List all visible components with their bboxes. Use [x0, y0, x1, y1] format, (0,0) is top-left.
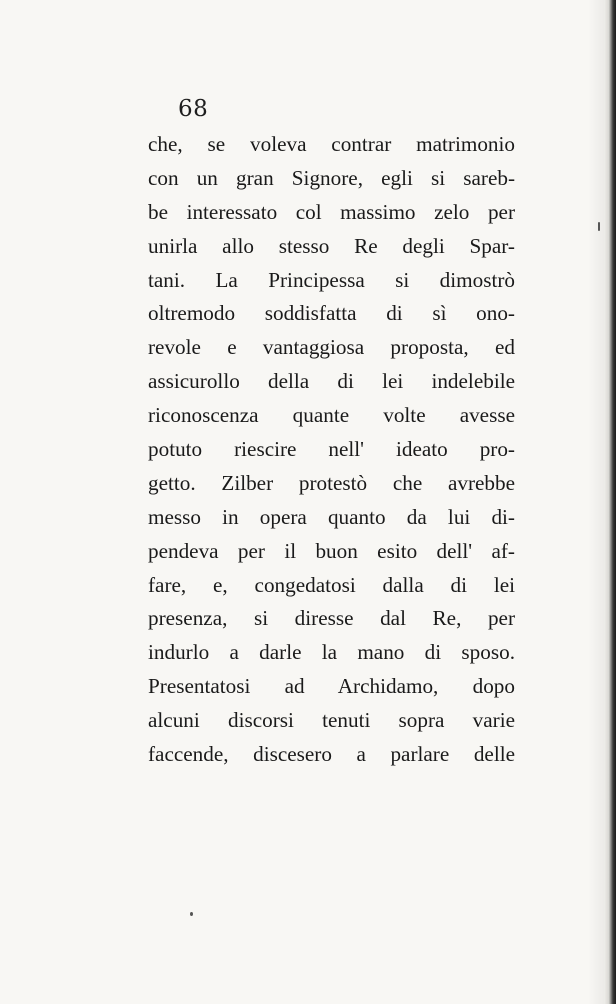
text-line: riconoscenza quante volte avesse — [148, 403, 515, 428]
text-line: potuto riescire nell' ideato pro- — [148, 437, 515, 462]
text-line: con un gran Signore, egli si sareb- — [148, 165, 515, 190]
page-edge — [604, 0, 616, 1004]
text-line: oltremodo soddisfatta di sì ono- — [148, 301, 515, 326]
text-line: assicurollo della di lei indelebile — [148, 369, 515, 394]
body-text — [148, 128, 515, 772]
paper-speck — [598, 222, 600, 231]
text-line: che, se voleva contrar matrimonio — [148, 132, 515, 156]
text-line: getto. Zilber protestò che avrebbe — [148, 470, 515, 495]
text-line: Presentatosi ad Archidamo, dopo — [148, 674, 515, 699]
text-line: messo in opera quanto da lui di- — [148, 504, 515, 529]
text-line: fare, e, congedatosi dalla di lei — [148, 572, 515, 597]
text-line: faccende, discesero a parlare delle — [148, 742, 515, 767]
text-line: presenza, si diresse dal Re, per — [148, 606, 515, 631]
text-line: be interessato col massimo zelo per — [148, 199, 515, 224]
paper-speck — [190, 912, 193, 916]
text-line: indurlo a darle la mano di sposo. — [148, 640, 515, 665]
text-line: pendeva per il buon esito dell' af- — [148, 538, 515, 563]
page-number: 68 — [178, 96, 209, 122]
text-line: tani. La Principessa si dimostrò — [148, 267, 515, 292]
text-line: unirla allo stesso Re degli Spar- — [148, 233, 515, 258]
text-line: revole e vantaggiosa proposta, ed — [148, 335, 515, 360]
text-line: alcuni discorsi tenuti sopra varie — [148, 708, 515, 733]
page-gutter-shadow — [588, 0, 604, 1004]
